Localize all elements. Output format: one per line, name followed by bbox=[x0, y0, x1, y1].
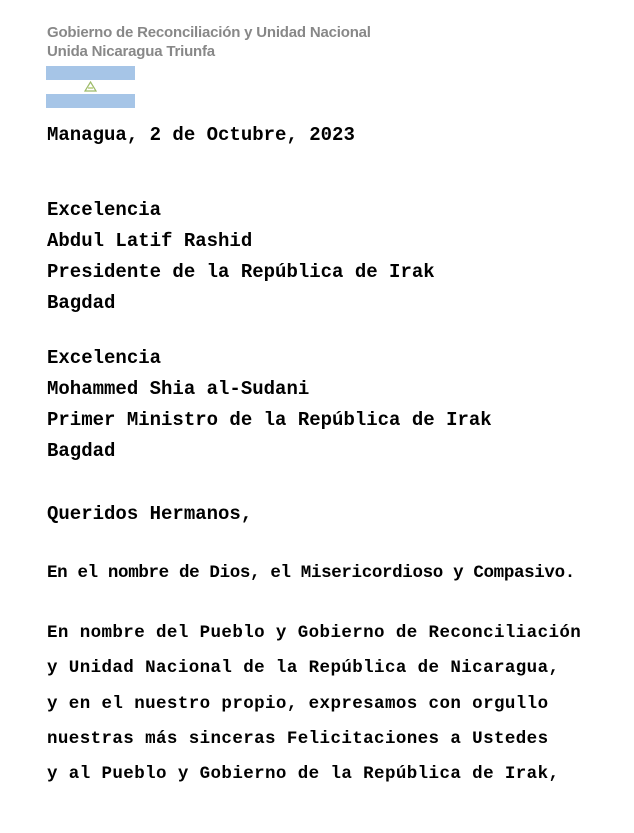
recipient-line: Mohammed Shia al-Sudani bbox=[47, 378, 310, 400]
body-line: En nombre del Pueblo y Gobierno de Reconciliación bbox=[47, 623, 582, 643]
body-line: y en el nuestro propio, expresamos con orgullo bbox=[47, 694, 549, 714]
nicaragua-flag-icon bbox=[46, 66, 135, 108]
flag-bottom-stripe bbox=[46, 94, 135, 108]
flag-emblem-icon bbox=[84, 81, 97, 93]
flag-top-stripe bbox=[46, 66, 135, 80]
recipient-line: Excelencia bbox=[47, 347, 162, 369]
recipient-line: Bagdad bbox=[47, 440, 116, 462]
recipient-line: Presidente de la República de Irak bbox=[47, 261, 435, 283]
letter-invocation: En el nombre de Dios, el Misericordioso y Compasivo. bbox=[47, 563, 575, 583]
letterhead-slogan: Unida Nicaragua Triunfa bbox=[47, 43, 215, 60]
recipient-line: Bagdad bbox=[47, 292, 116, 314]
body-line: nuestras más sinceras Felicitaciones a Ustedes bbox=[47, 729, 549, 749]
recipient-line: Excelencia bbox=[47, 199, 162, 221]
letterhead-government-name: Gobierno de Reconciliación y Unidad Nacional bbox=[47, 24, 371, 41]
letter-date: Managua, 2 de Octubre, 2023 bbox=[47, 124, 355, 146]
recipient-line: Primer Ministro de la República de Irak bbox=[47, 409, 492, 431]
recipient-line: Abdul Latif Rashid bbox=[47, 230, 253, 252]
letter-salutation: Queridos Hermanos, bbox=[47, 503, 253, 525]
body-line: y al Pueblo y Gobierno de la República de Irak, bbox=[47, 764, 560, 784]
body-line: y Unidad Nacional de la República de Nicaragua, bbox=[47, 658, 560, 678]
